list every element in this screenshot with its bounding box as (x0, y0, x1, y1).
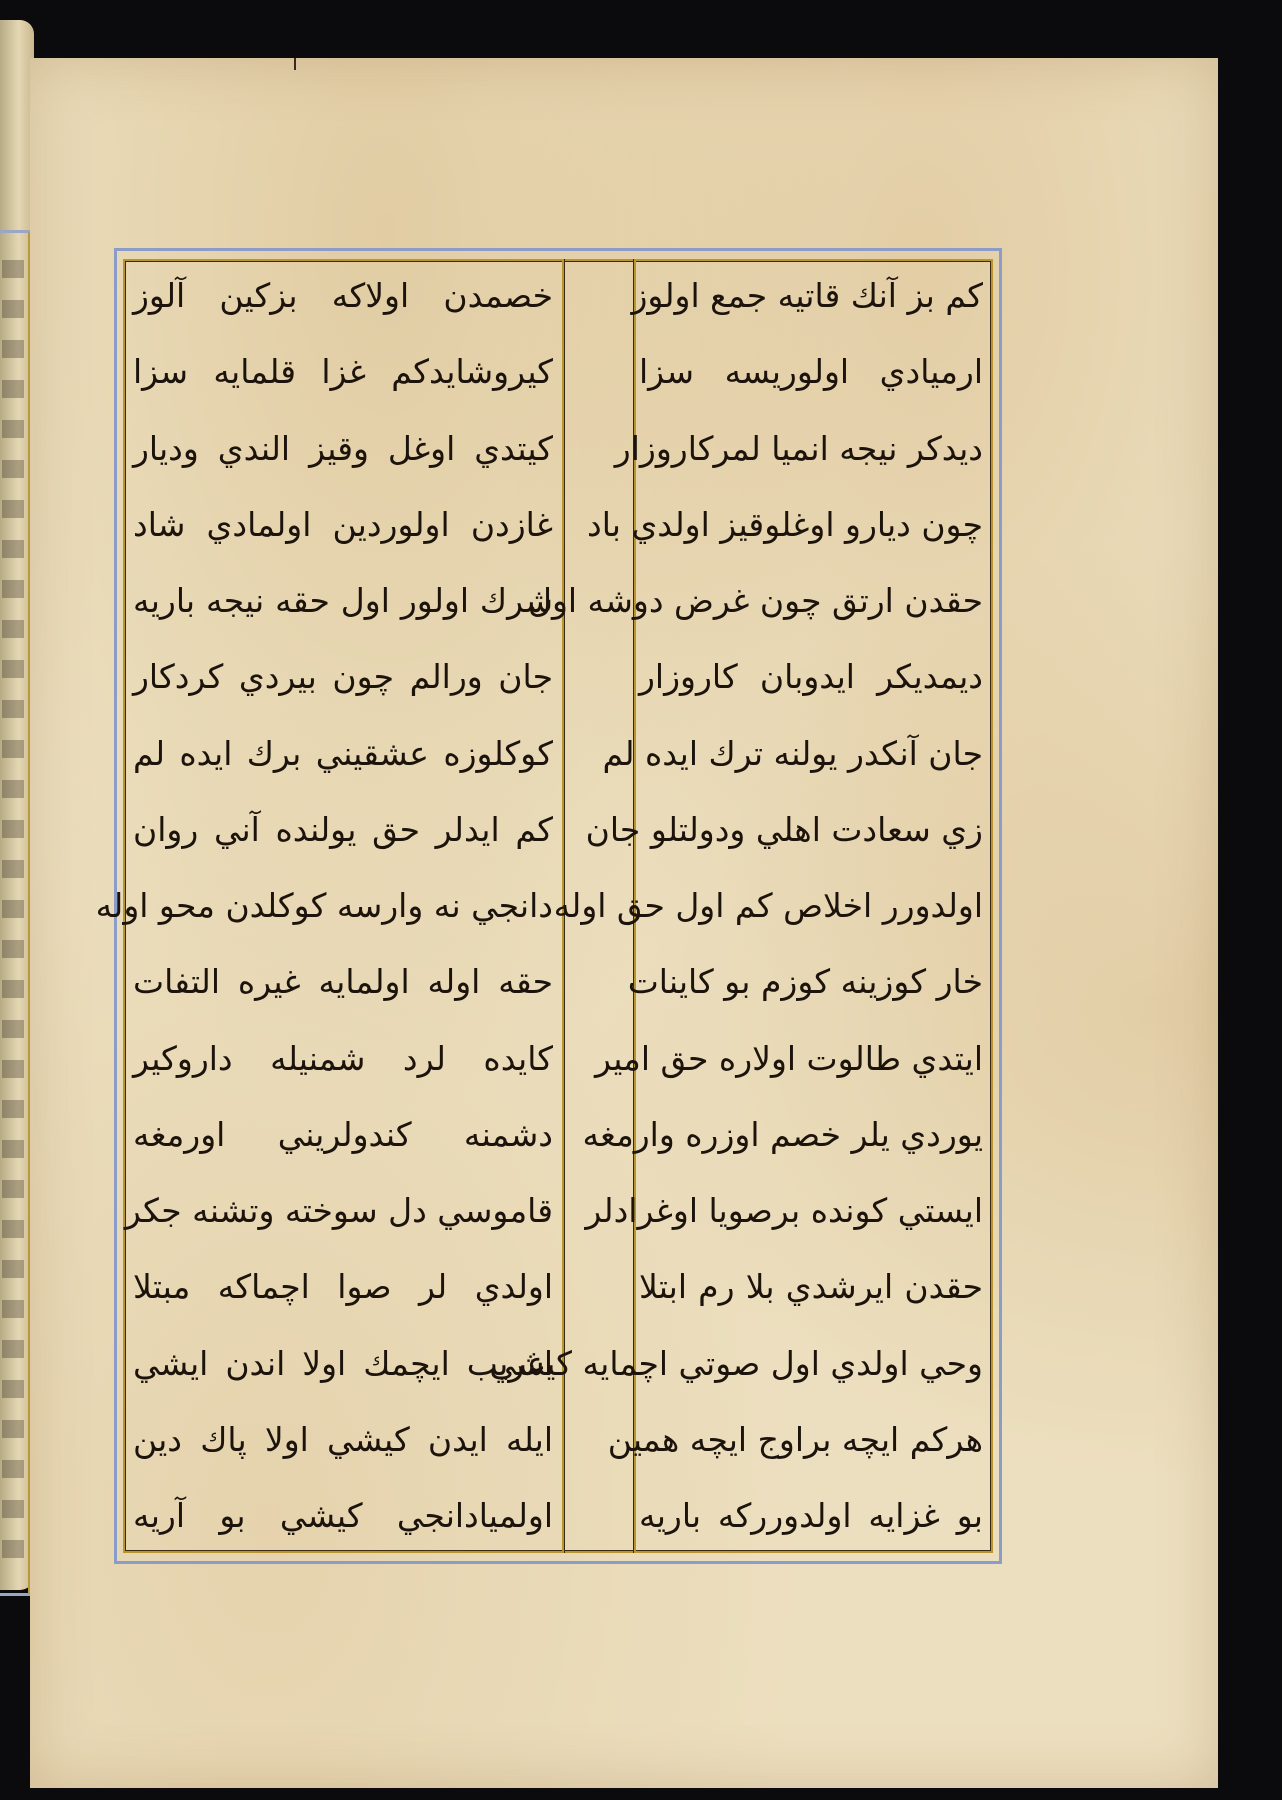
verse-line: كايده لرد شمنيله داروكير (133, 1038, 553, 1078)
verse-line: اولدي لر صوا اچماكه مبتلا (133, 1267, 553, 1307)
verse-line: خار كوزينه كوزم بو كاينات (627, 962, 983, 1002)
right-column (489, 265, 983, 1547)
verse-line: بو غزايه اولدورركه باريه (639, 1496, 983, 1535)
verse-line: وحي اولدي اول صوتي اچمايه كيشي (489, 1343, 983, 1383)
previous-page-text (2, 260, 24, 1560)
verse-line: كيروشايدكم غزا قلمايه سزا (133, 352, 553, 392)
verse-line: كيتدي اوغل وقيز الندي وديار (133, 428, 553, 468)
text-block-frame (95, 248, 1002, 1564)
verse-line: حقه اوله اولمايه غيره التفات (133, 962, 553, 1002)
verse-line: اولميادانجي كيشي بو آريه (133, 1496, 553, 1535)
manuscript-page (30, 58, 1218, 1788)
verse-line: شرك اولور اول حقه نيجه باريه (133, 581, 553, 620)
verse-line: جان ورالم چون بيردي كردكار (133, 657, 553, 697)
verse-line: قاموسي دل سوخته وتشنه جكر (124, 1191, 553, 1230)
verse-line: زي سعادت اهلي ودولتلو جان (585, 809, 983, 849)
page-mark (294, 58, 296, 70)
verse-line: حقدن ايرشدي بلا رم ابتلا (639, 1267, 983, 1307)
verse-line: خصمدن اولاكه بزكين آلوز (133, 276, 553, 315)
verse-line: اغريب ايچمك اولا اندن ايشي (133, 1343, 553, 1383)
verse-line: اولدورر اخلاص كم اول حق اوله (553, 886, 983, 925)
verse-line: ديمديكر ايدوبان كاروزار (639, 657, 983, 697)
verse-line: يوردي يلر خصم اوزره وارمغه (582, 1114, 983, 1154)
verse-line: كوكلوزه عشقيني برك ايده لم (133, 733, 553, 773)
verse-line: ديدكر نيجه انميا لمركاروزار (614, 428, 983, 468)
verse-line: چون ديارو اوغلوقيز اولدي باد (587, 504, 983, 544)
verse-line: ايله ايدن كيشي اولا پاك دين (133, 1419, 553, 1459)
verse-line: غازدن اولوردين اولمادي شاد (133, 504, 553, 544)
verse-line: ايستي كونده برصويا اوغرادلر (585, 1191, 983, 1230)
verse-line: دشمنه كندولريني اورمغه (133, 1114, 553, 1154)
verse-line: ارميادي اولوريسه سزا (639, 352, 983, 392)
verse-line: كم بز آنك قاتيه جمع اولوز (631, 276, 983, 315)
verse-line: حقدن ارتق چون غرض دوشه اول (527, 581, 983, 620)
left-column (95, 265, 553, 1547)
verse-line: كم ايدلر حق يولنده آني روان (133, 809, 553, 849)
verse-line: هركم ايچه براوج ايچه همين (607, 1419, 983, 1459)
verse-line: دانجي نه وارسه كوكلدن محو اوله (95, 886, 553, 925)
previous-page-edge (0, 20, 34, 1590)
verse-line: جان آنكدر يولنه ترك ايده لم (602, 733, 983, 773)
verse-line: ايتدي طالوت اولاره حق امير (595, 1038, 983, 1078)
